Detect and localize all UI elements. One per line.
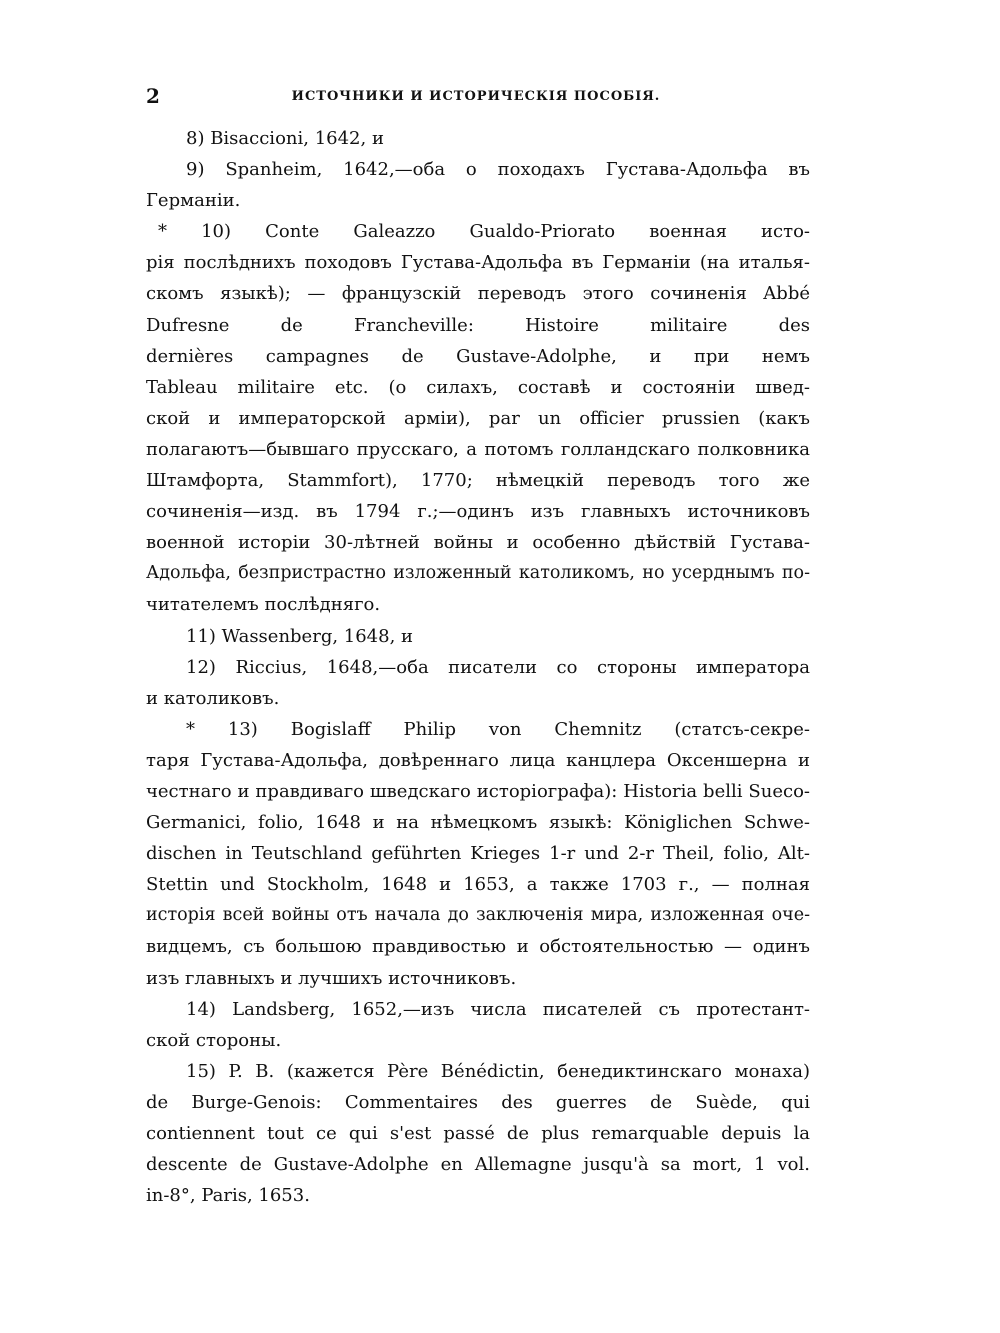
entry-13-line-9: изъ главныхъ и лучшихъ источниковъ.: [146, 967, 517, 989]
entry-10-line-12: Адольфа, безпристрастно изложенный католикомъ, но усерднымъ по-: [146, 563, 810, 584]
entry-13-line-2: таря Густава-Адольфа, довѣреннаго лица канцлера Оксеншерна и: [146, 749, 810, 771]
entry-15-line-2: de Burge-Genois: Commentaires des guerres de Suède, qui: [146, 1091, 810, 1113]
entry-15-line-5: in-8°, Paris, 1653.: [146, 1185, 310, 1207]
entry-13-line-5: dischen in Teutschland geführten Krieges 1-r und 2-r Theil, folio, Alt-: [146, 843, 810, 865]
entry-13-line-6: Stettin und Stockholm, 1648 и 1653, а также 1703 г., — полная: [146, 874, 810, 896]
entry-10-line-3: скомъ языкѣ); — французскій переводъ этого сочиненія Abbé: [146, 283, 810, 305]
entry-10-line-8: полагаютъ—бывшаго прусскаго, а потомъ голландскаго полковника: [146, 438, 810, 460]
entry-15-line-3: contiennent tout ce qui s'est passé de plus remarquable depuis la: [146, 1123, 810, 1144]
entry-10-line-4: Dufresne de Francheville: Histoire militaire des: [146, 314, 810, 336]
entry-13-line-3: честнаго и правдиваго шведскаго исторіографа): Historia belli Sueco-: [146, 780, 810, 802]
entry-15-line-4: descente de Gustave-Adolphe en Allemagne jusqu'à sa mort, 1 vol.: [146, 1154, 810, 1176]
entry-12-line-1: 12) Riccius, 1648,—оба писатели со стороны императора: [186, 656, 810, 678]
entry-10-line-5: dernières campagnes de Gustave-Adolphe, и при немъ: [146, 345, 810, 367]
page-number: 2: [146, 84, 160, 108]
entry-15-line-1: 15) P. B. (кажется Père Bénédictin, бенедиктинскаго монаха): [186, 1060, 810, 1082]
entry-8-line-1: 8) Bisaccioni, 1642, и: [186, 128, 384, 149]
body-text: [146, 123, 810, 1211]
entry-10-line-10: сочиненія—изд. въ 1794 г.;—одинъ изъ главныхъ источниковъ: [146, 501, 810, 523]
entry-13-line-7: исторія всей войны отъ начала до заключенія мира, изложенная оче-: [146, 905, 810, 926]
entry-14-line-1: 14) Landsberg, 1652,—изъ числа писателей съ протестант-: [186, 998, 810, 1020]
entry-9-line-2: Германіи.: [146, 190, 241, 212]
page-header: [146, 84, 806, 110]
entry-13-line-4: Germanici, folio, 1648 и на нѣмецкомъ языкѣ: Königlichen Schwe-: [146, 812, 810, 834]
entry-10-line-2: рія послѣднихъ походовъ Густава-Адольфа въ Германіи (на италья-: [146, 252, 810, 274]
entry-10-line-9: Штамфорта, Stammfort), 1770; нѣмецкій переводъ того же: [146, 470, 810, 492]
entry-12-line-2: и католиковъ.: [146, 687, 280, 709]
entry-14-line-2: ской стороны.: [146, 1029, 282, 1051]
entry-10-line-1: * 10) Conte Galeazzo Gualdo-Priorato военная исто-: [158, 221, 810, 243]
entry-13-line-1: * 13) Bogislaff Philip von Chemnitz (статсъ-секре-: [186, 718, 810, 740]
entry-10-line-7: ской и императорской арміи), par un officier prussien (какъ: [146, 407, 810, 429]
entry-13-line-8: видцемъ, съ большою правдивостью и обстоятельностью — одинъ: [146, 936, 810, 958]
entry-10-line-6: Tableau militaire etc. (о силахъ, составѣ и состояніи швед-: [146, 376, 810, 398]
entry-9-line-1: 9) Spanheim, 1642,—оба о походахъ Густава-Адольфа въ: [186, 159, 810, 181]
entry-10-line-11: военной исторіи 30-лѣтней войны и особенно дѣйствій Густава-: [146, 532, 810, 554]
running-head: ИСТОЧНИКИ И ИСТОРИЧЕСКІЯ ПОСОБІЯ.: [291, 89, 661, 104]
entry-10-line-13: читателемъ послѣдняго.: [146, 594, 381, 616]
entry-11-line-1: 11) Wassenberg, 1648, и: [186, 625, 414, 647]
